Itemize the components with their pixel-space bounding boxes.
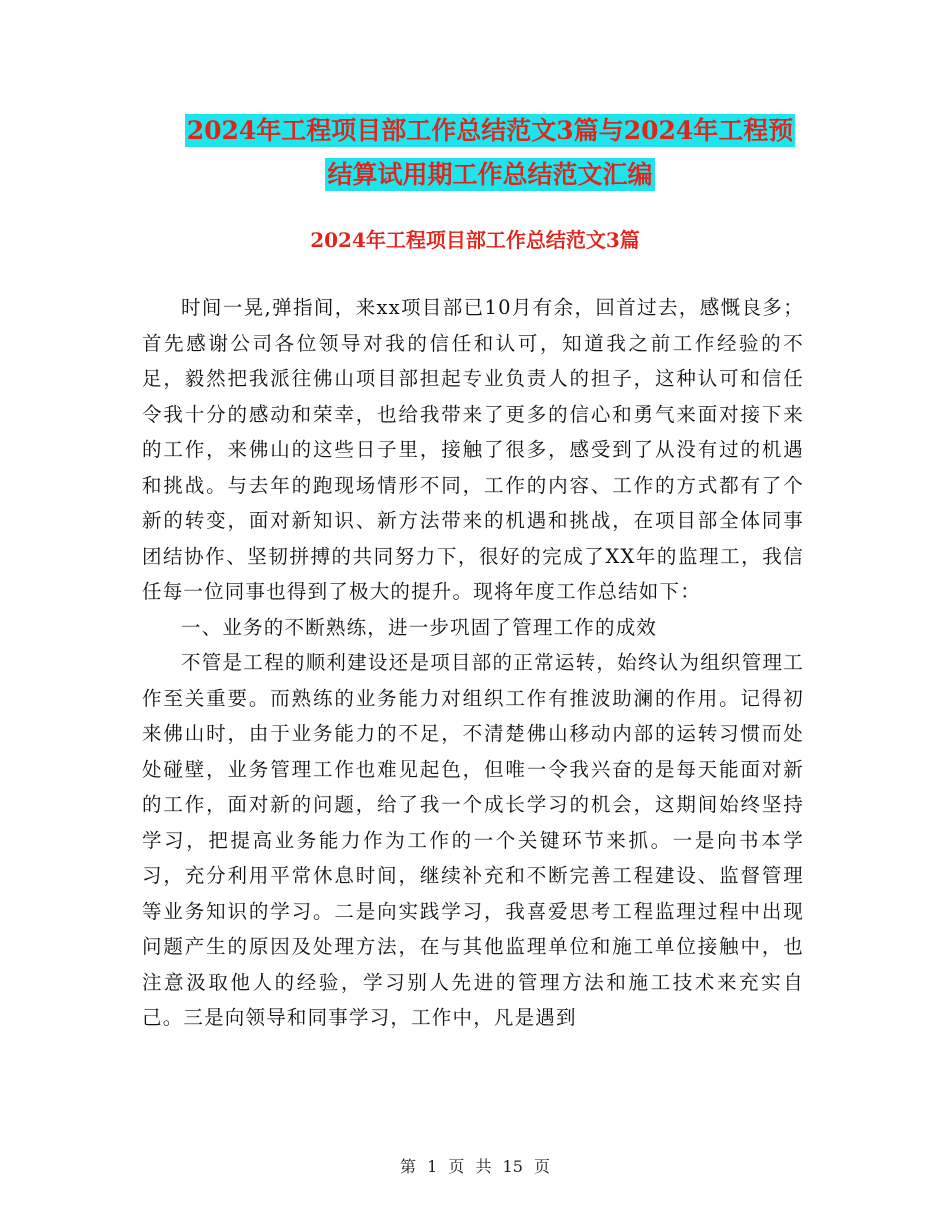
- document-title-line-2: [140, 154, 840, 196]
- section-title: 2024年工程项目部工作总结范文3篇: [310, 228, 640, 252]
- title-highlight: 2024年工程项目部工作总结范文3篇与2024年工程预: [186, 116, 794, 145]
- document-body: [142, 290, 804, 1036]
- title-highlight: 结算试用期工作总结范文汇编: [327, 160, 653, 189]
- paragraph-body: 不管是工程的顺利建设还是项目部的正常运转，始终认为组织管理工作至关重要。而熟练的业务能力对组织工作有推波助澜的作用。记得初来佛山时，由于业务能力的不足，不清楚佛山移动内部的运转习惯而处处碰壁，业务管理工作也难见起色，但唯一令我兴奋的是每天能面对新的工作，面对新的问题，给了我一个成长学习的机会，这期间始终坚持学习，把提高业务能力作为工作的一个关键环节来抓。一是向书本学习，充分利用平常休息时间，继续补充和不断完善工程建设、监督管理等业务知识的学习。二是向实践学习，我喜爱思考工程监理过程中出现问题产生的原因及处理方法，在与其他监理单位和施工单位接触中，也注意汲取他人的经验，学习别人先进的管理方法和施工技术来充实自己。三是向领导和同事学习，工作中，凡是遇到: [142, 651, 804, 1029]
- document-title-line-1: [140, 110, 840, 152]
- paragraph-heading-1: 一、业务的不断熟练，进一步巩固了管理工作的成效: [181, 615, 658, 639]
- page-footer: 第 1 页 共 15 页: [400, 1157, 550, 1176]
- paragraph-intro: 时间一晃,弹指间，来xx项目部已10月有余，回首过去，感慨良多；首先感谢公司各位领导对我的信任和认可，知道我之前工作经验的不足，毅然把我派往佛山项目部担起专业负责人的担子，这种认可和信任令我十分的感动和荣幸，也给我带来了更多的信心和勇气来面对接下来的工作，来佛山的这些日子里，接触了很多，感受到了从没有过的机遇和挑战。与去年的跑现场情形不同，工作的内容、工作的方式都有了个新的转变，面对新知识、新方法带来的机遇和挑战，在项目部全体同事团结协作、坚韧拼搏的共同努力下，很好的完成了XX年的监理工，我信任每一位同事也得到了极大的提升。现将年度工作总结如下：: [142, 296, 804, 603]
